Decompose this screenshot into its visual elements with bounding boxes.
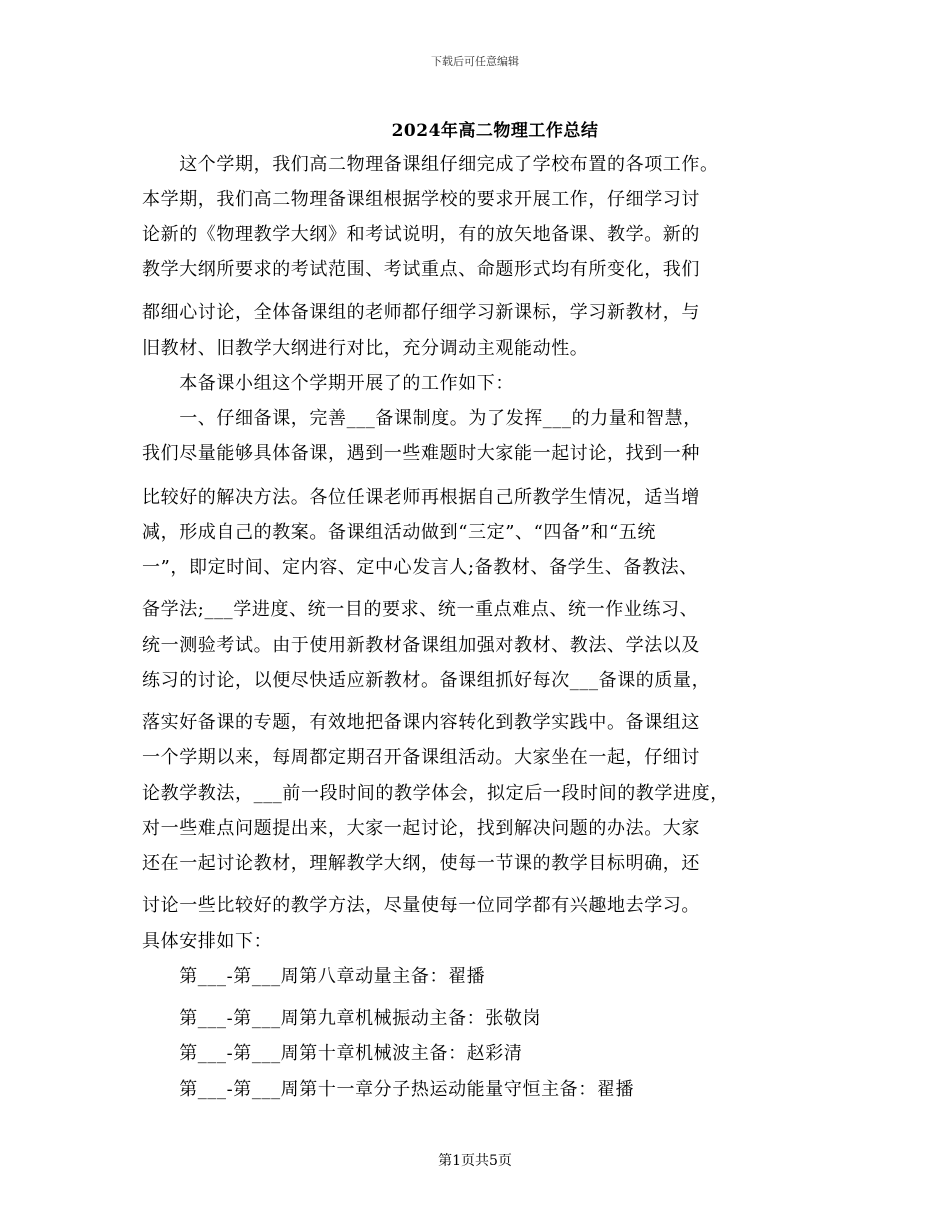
body-line: 都细心讨论，全体备课组的老师都仔细学习新课标，学习新教材，与: [142, 302, 700, 323]
body-line: 论新的《物理教学大纲》和考试说明，有的放矢地备课、教学。新的: [142, 224, 700, 245]
schedule-line: 第___-第___周第十一章分子热运动能量守恒主备：翟播: [142, 1079, 635, 1100]
body-line: 具体安排如下：: [142, 931, 273, 952]
body-line: 论教学教法，___前一段时间的教学体会，拟定后一段时间的教学进度，: [142, 783, 729, 804]
body-line: 练习的讨论，以便尽快适应新教材。备课组抓好每次___备课的质量，: [142, 670, 711, 691]
schedule-line: 第___-第___周第十章机械波主备：赵彩清: [142, 1043, 523, 1064]
body-line: 这个学期，我们高二物理备课组仔细完成了学校布置的各项工作。: [142, 154, 719, 175]
body-line: 讨论一些比较好的教学方法，尽量使每一位同学都有兴趣地去学习。: [142, 895, 700, 916]
body-line: 备学法;___学进度、统一目的要求、统一重点难点、统一作业练习、: [142, 599, 699, 620]
schedule-line: 第___-第___周第九章机械振动主备：张敬岗: [142, 1008, 542, 1029]
page-header: 下载后可任意编辑: [431, 55, 519, 68]
body-line: 还在一起讨论教材，理解教学大纲，使每一节课的教学目标明确，还: [142, 853, 700, 874]
body-line: 对一些难点问题提出来，大家一起讨论，找到解决问题的办法。大家: [142, 818, 700, 839]
body-line: 我们尽量能够具体备课，遇到一些难题时大家能一起讨论，找到一种: [142, 443, 700, 464]
schedule-line: 第___-第___周第八章动量主备：翟播: [142, 966, 486, 987]
body-line: 一”，即定时间、定内容、定中心发言人;备教材、备学生、备教法、: [142, 557, 698, 578]
body-line: 一个学期以来，每周都定期召开备课组活动。大家坐在一起，仔细讨: [142, 747, 700, 768]
body-line: 教学大纲所要求的考试范围、考试重点、命题形式均有所变化，我们: [142, 259, 700, 280]
body-line: 统一测验考试。由于使用新教材备课组加强对教材、教法、学法以及: [142, 635, 700, 656]
body-line: 一、仔细备课，完善___备课制度。为了发挥___的力量和智慧，: [142, 408, 702, 429]
body-line: 本学期，我们高二物理备课组根据学校的要求开展工作，仔细学习讨: [142, 189, 700, 210]
body-line: 减，形成自己的教案。备课组活动做到“三定”、“四备”和“五统: [142, 522, 657, 543]
body-line: 落实好备课的专题，有效地把备课内容转化到教学实践中。备课组这: [142, 712, 700, 733]
document-title: 2024年高二物理工作总结: [391, 121, 599, 141]
body-line: 旧教材、旧教学大纲进行对比，充分调动主观能动性。: [142, 338, 589, 359]
page-footer: 第1页共5页: [438, 1153, 512, 1169]
body-line: 本备课小组这个学期开展了的工作如下：: [142, 373, 514, 394]
body-line: 比较好的解决方法。各位任课老师再根据自己所教学生情况，适当增: [142, 487, 700, 508]
